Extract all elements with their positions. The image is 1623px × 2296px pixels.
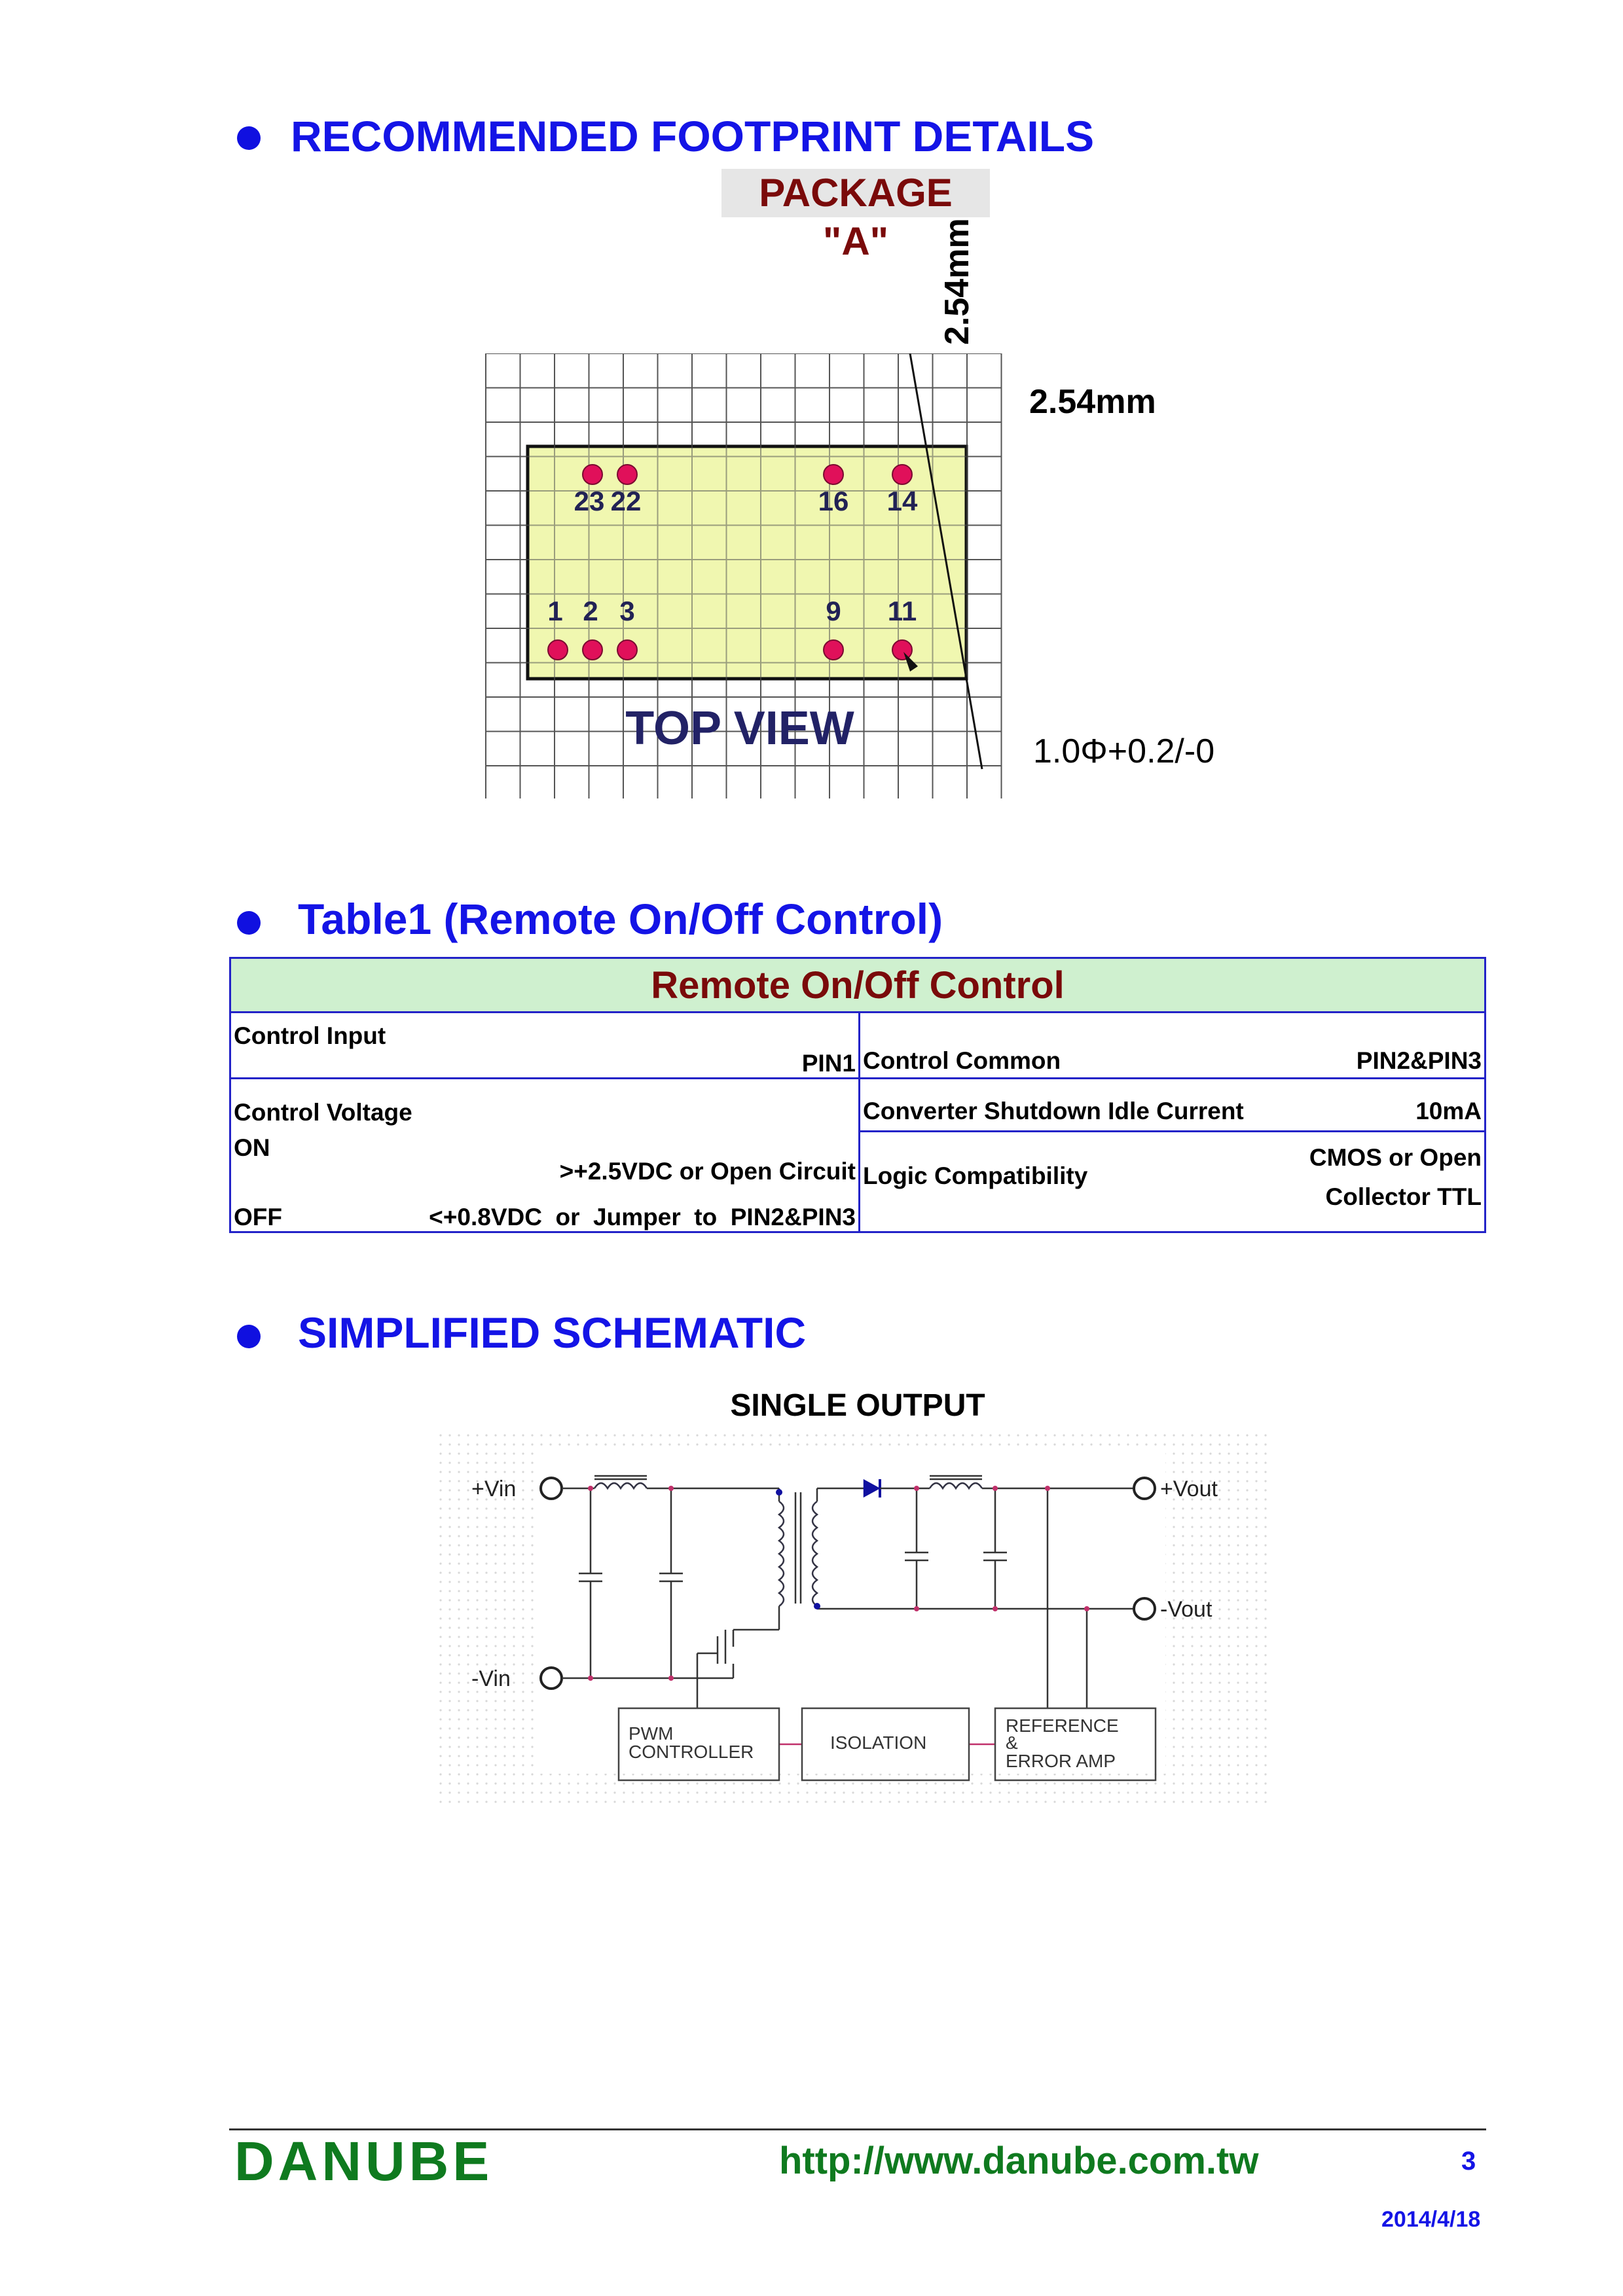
pad-2 bbox=[583, 640, 602, 660]
page-number: 3 bbox=[1461, 2147, 1476, 2176]
schematic-subtitle: SINGLE OUTPUT bbox=[730, 1388, 985, 1423]
pin-label-14: 14 bbox=[886, 486, 918, 516]
logic-compat-value-1: CMOS or Open bbox=[1309, 1144, 1482, 1171]
section-title-footprint: RECOMMENDED FOOTPRINT DETAILS bbox=[291, 112, 1095, 160]
pad-23 bbox=[583, 465, 602, 484]
section-title-table: Table1 (Remote On/Off Control) bbox=[298, 895, 943, 943]
pin-label-11: 11 bbox=[887, 596, 917, 626]
section-title-schematic: SIMPLIFIED SCHEMATIC bbox=[298, 1308, 807, 1357]
pad-3 bbox=[617, 640, 637, 660]
pin-label-9: 9 bbox=[826, 596, 841, 626]
pin-label-3: 3 bbox=[619, 596, 635, 626]
schematic-diagram bbox=[439, 1433, 1270, 1806]
ref-label-1: REFERENCE bbox=[1006, 1715, 1119, 1736]
pad-11 bbox=[892, 640, 912, 660]
bullet-icon bbox=[237, 911, 261, 935]
table-header: Remote On/Off Control bbox=[230, 958, 1486, 1013]
isolation-label: ISOLATION bbox=[830, 1732, 927, 1753]
ref-label-3: ERROR AMP bbox=[1006, 1751, 1116, 1771]
on-label: ON bbox=[234, 1134, 270, 1161]
off-label: OFF bbox=[234, 1204, 282, 1230]
on-value: >+2.5VDC or Open Circuit bbox=[559, 1158, 856, 1185]
shutdown-current-label: Converter Shutdown Idle Current bbox=[863, 1098, 1244, 1124]
hole-tolerance: 1.0Φ+0.2/-0 bbox=[1033, 732, 1215, 770]
bullet-icon bbox=[237, 126, 261, 150]
pad-16 bbox=[824, 465, 843, 484]
logic-compat-value-2: Collector TTL bbox=[1325, 1183, 1482, 1210]
pin-label-23: 23 bbox=[574, 486, 605, 516]
pwm-label-1: PWM bbox=[629, 1723, 674, 1744]
control-input-label: Control Input bbox=[234, 1022, 386, 1049]
pin-label-22: 22 bbox=[610, 486, 642, 516]
control-input-value: PIN1 bbox=[801, 1050, 856, 1077]
dimension-horizontal: 2.54mm bbox=[1029, 383, 1156, 421]
ref-label-2: & bbox=[1006, 1732, 1018, 1753]
logic-compat-label: Logic Compatibility bbox=[863, 1162, 1088, 1189]
brand-logo: DANUBE bbox=[234, 2130, 494, 2192]
remote-control-table bbox=[229, 957, 1486, 1233]
vout-pos-label: +Vout bbox=[1160, 1477, 1218, 1501]
document-date: 2014/4/18 bbox=[1381, 2207, 1481, 2232]
control-voltage-label: Control Voltage bbox=[234, 1099, 412, 1126]
footprint-diagram bbox=[478, 353, 1015, 812]
pad-22 bbox=[617, 465, 637, 484]
dimension-vertical: 2.54mm bbox=[938, 218, 976, 345]
pad-1 bbox=[548, 640, 568, 660]
pad-14 bbox=[892, 465, 912, 484]
package-label: PACKAGE "A" bbox=[721, 169, 990, 217]
website-link[interactable]: http://www.danube.com.tw bbox=[779, 2140, 1259, 2182]
pin-label-2: 2 bbox=[583, 596, 598, 626]
pin-label-16: 16 bbox=[818, 486, 849, 516]
control-common-value: PIN2&PIN3 bbox=[1356, 1047, 1482, 1074]
pad-9 bbox=[824, 640, 843, 660]
vout-neg-label: -Vout bbox=[1160, 1597, 1213, 1622]
top-view-label: TOP VIEW bbox=[625, 702, 854, 755]
bullet-icon bbox=[237, 1325, 261, 1348]
vin-neg-label: -Vin bbox=[471, 1666, 511, 1691]
pin-label-1: 1 bbox=[547, 596, 563, 626]
control-common-label: Control Common bbox=[863, 1047, 1061, 1074]
vin-pos-label: +Vin bbox=[471, 1477, 517, 1501]
shutdown-current-value: 10mA bbox=[1415, 1098, 1482, 1124]
pwm-label-2: CONTROLLER bbox=[629, 1742, 754, 1762]
off-value: <+0.8VDC or Jumper to PIN2&PIN3 bbox=[429, 1204, 856, 1230]
